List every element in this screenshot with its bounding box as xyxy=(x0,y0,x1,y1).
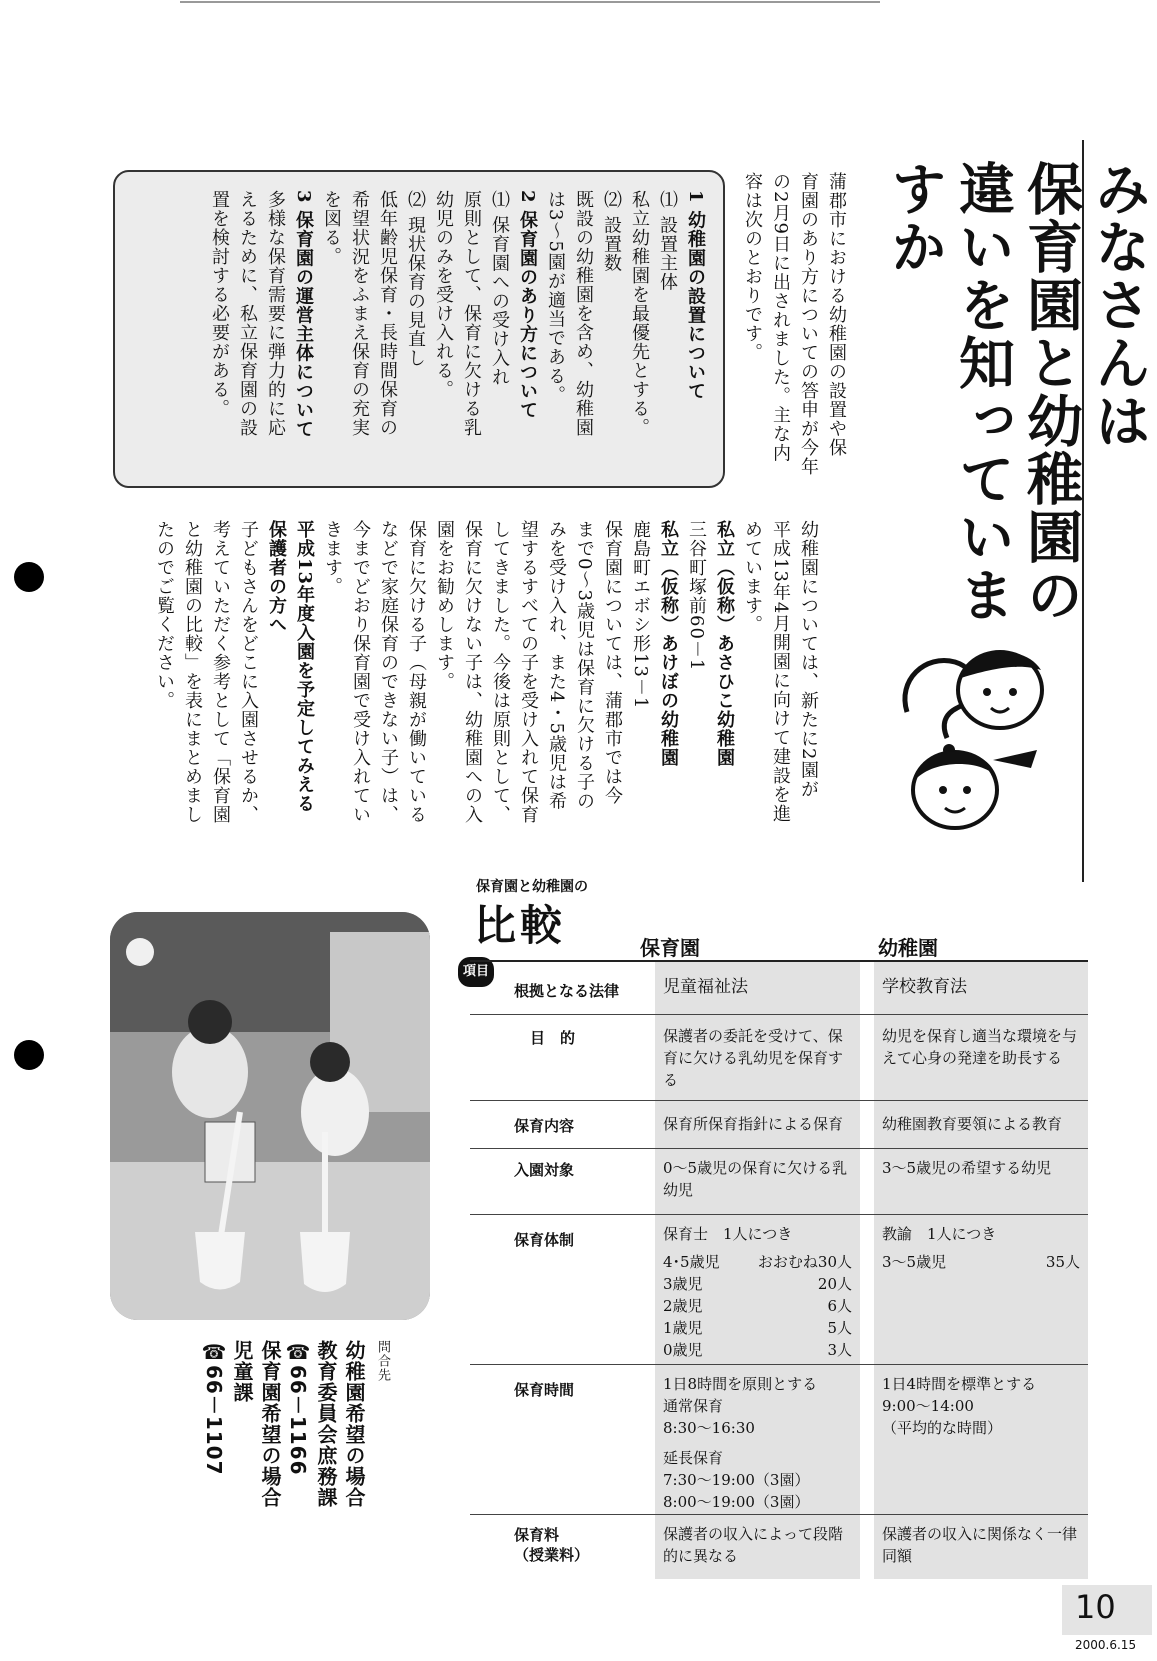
page-number: 10 xyxy=(1075,1588,1116,1626)
item-tab: 項目 xyxy=(458,957,494,987)
kindergarten-1-address: 三谷町塚前60－1 xyxy=(686,520,707,672)
table-row-hours: 保育時間 1日8時間を原則とする 通常保育 8:30～16:30 延長保育 7:30～19:00（3園） 8:00～19:00（3園） 1日4時間を標準とする 9:00～14:00 （平均的な時間） xyxy=(470,1364,1088,1515)
staff-ratio-item: 3歳児 20人 xyxy=(663,1275,852,1293)
table-row-law: 根拠となる法律 児童福祉法 学校教育法 xyxy=(470,960,1088,1016)
title-line-2: 保育園と幼稚園の xyxy=(1018,160,1083,624)
policy-heading-3: 3 保育園の運営主体について xyxy=(293,190,314,439)
children-playing-photo xyxy=(110,912,430,1320)
notice-heading-2: 保護者の方へ xyxy=(266,520,287,634)
contact-nursery-case: 保育園希望の場合 xyxy=(258,1340,282,1508)
issue-date: 2000.6.15 xyxy=(1075,1638,1137,1652)
title-line-1: みなさんは xyxy=(1086,160,1151,450)
contact-label: 問合先 xyxy=(375,1340,390,1382)
column-header-hoikuen: 保育園 xyxy=(640,936,700,960)
staff-ratio-item: 2歳児 6人 xyxy=(663,1297,852,1315)
staff-ratio-item: 1歳児 5人 xyxy=(663,1319,852,1337)
table-row-content: 保育内容 保育所保育指針による保育 幼稚園教育要領による教育 xyxy=(470,1100,1088,1149)
kindergarten-2-address: 鹿島町エボシ形13－1 xyxy=(630,520,651,710)
binder-hole-bottom xyxy=(14,1040,44,1070)
table-row-target: 入園対象 0～5歳児の保育に欠ける乳幼児 3～5歳児の希望する幼児 xyxy=(470,1148,1088,1215)
staff-ratio-item: 3～5歳児 35人 xyxy=(882,1253,1080,1271)
comparison-title: 比較 xyxy=(474,901,567,950)
table-row-fee: 保育料 （授業料） 保護者の収入によって段階的に異なる 保護者の収入に関係なく一律同額 xyxy=(470,1514,1088,1579)
staff-ratio-item: 0歳児 3人 xyxy=(663,1341,852,1359)
policy-heading-2: 2 保育園のあり方について xyxy=(517,190,538,420)
contact-kindergarten-tel: ☎66－1166 xyxy=(286,1340,310,1476)
title-line-3: 違いを知っていますか xyxy=(882,160,1015,624)
policy-box xyxy=(113,170,725,488)
table-row-staff: 保育体制 保育士 1人につき 4･5歳児 おおむね30人 3歳児 20人 2歳児 6人 1歳児 5人 0歳児 3人 教諭 1人につき 3～5歳児 35人 xyxy=(470,1214,1088,1365)
policy-content: 1 幼稚園の設置について ⑴ 設置主体 私立幼稚園を最優先とする。 ⑵ 設置数 既設の幼稚園を含め、幼稚園 は3～5園が適当である。 2 保育園のあり方について ⑴ 保育園への受け入れ 原則として、保育に欠ける乳 幼児のみを受け入れる。 ⑵ 現状保育の見直し 低年齢児保育・長時間保育の 希望状況をふまえ保育の充実 を図る。 3 保育園の運営主体について 多様な保育需要に弾力的に応 えるために、私立保育園の設 置を検討する必要がある。 xyxy=(209,190,706,439)
kindergarten-2-name: 私立（仮称）あけぼの幼稚園 xyxy=(658,520,679,767)
contact-kindergarten-case: 幼稚園希望の場合 xyxy=(342,1340,366,1508)
contact-nursery-tel: ☎66－1107 xyxy=(202,1340,226,1476)
contact-nursery-dept: 児童課 xyxy=(230,1340,254,1403)
comparison-subtitle: 保育園と幼稚園の xyxy=(476,879,588,895)
contact-block xyxy=(200,1340,396,1610)
policy-heading-1: 1 幼稚園の設置について xyxy=(685,190,706,401)
cartoon-faces-illustration xyxy=(895,640,1055,840)
lead-paragraph: 蒲郡市における幼稚園の設置や保 育園のあり方についての答申が今年 の2月9日に出されました。主な内 容は次のとおりです。 xyxy=(742,172,847,476)
page-title xyxy=(880,160,1152,660)
column-header-yochien: 幼稚園 xyxy=(878,936,938,960)
table-row-purpose: 目 的 保護者の委託を受けて、保育に欠ける乳幼児を保育する 幼児を保育し適当な環境を与えて心身の発達を助長する xyxy=(470,1014,1088,1101)
top-rule xyxy=(180,1,880,3)
notice-heading-1: 平成13年度入園を予定してみえる xyxy=(294,520,315,814)
binder-hole-top xyxy=(14,562,44,592)
kindergarten-1-name: 私立（仮称）あさひこ幼稚園 xyxy=(714,520,735,767)
staff-ratio-item: 4･5歳児 おおむね30人 xyxy=(663,1253,852,1271)
contact-kindergarten-dept: 教育委員会庶務課 xyxy=(314,1340,338,1508)
body-text: 幼稚園については、新たに2園が 平成13年4月開園に向けて建設を進 めています。 私立（仮称）あさひこ幼稚園 三谷町塚前60－1 私立（仮称）あけぼの幼稚園 鹿島町エボシ形13－1 保育園については、蒲郡市では今 まで0～3歳児は保育に欠ける子の みを受け入れ、また4・5歳児は希 望するすべての子を受け入れて保育 してきました。今後は原則として、 保育に欠けない子は、幼稚園への入 園をお勧めします。 保育に欠ける子（母親が働いている などで家庭保育のできない子）は、 今までどおり保育園で受け入れてい きます。 平成13年度入園を予定してみえる 保護者の方へ 子どもさんをどこに入園させるか、 考えていただく参考として「保育園 と幼稚園の比較」を表にまとめまし たのでご覧ください。 xyxy=(154,520,819,824)
